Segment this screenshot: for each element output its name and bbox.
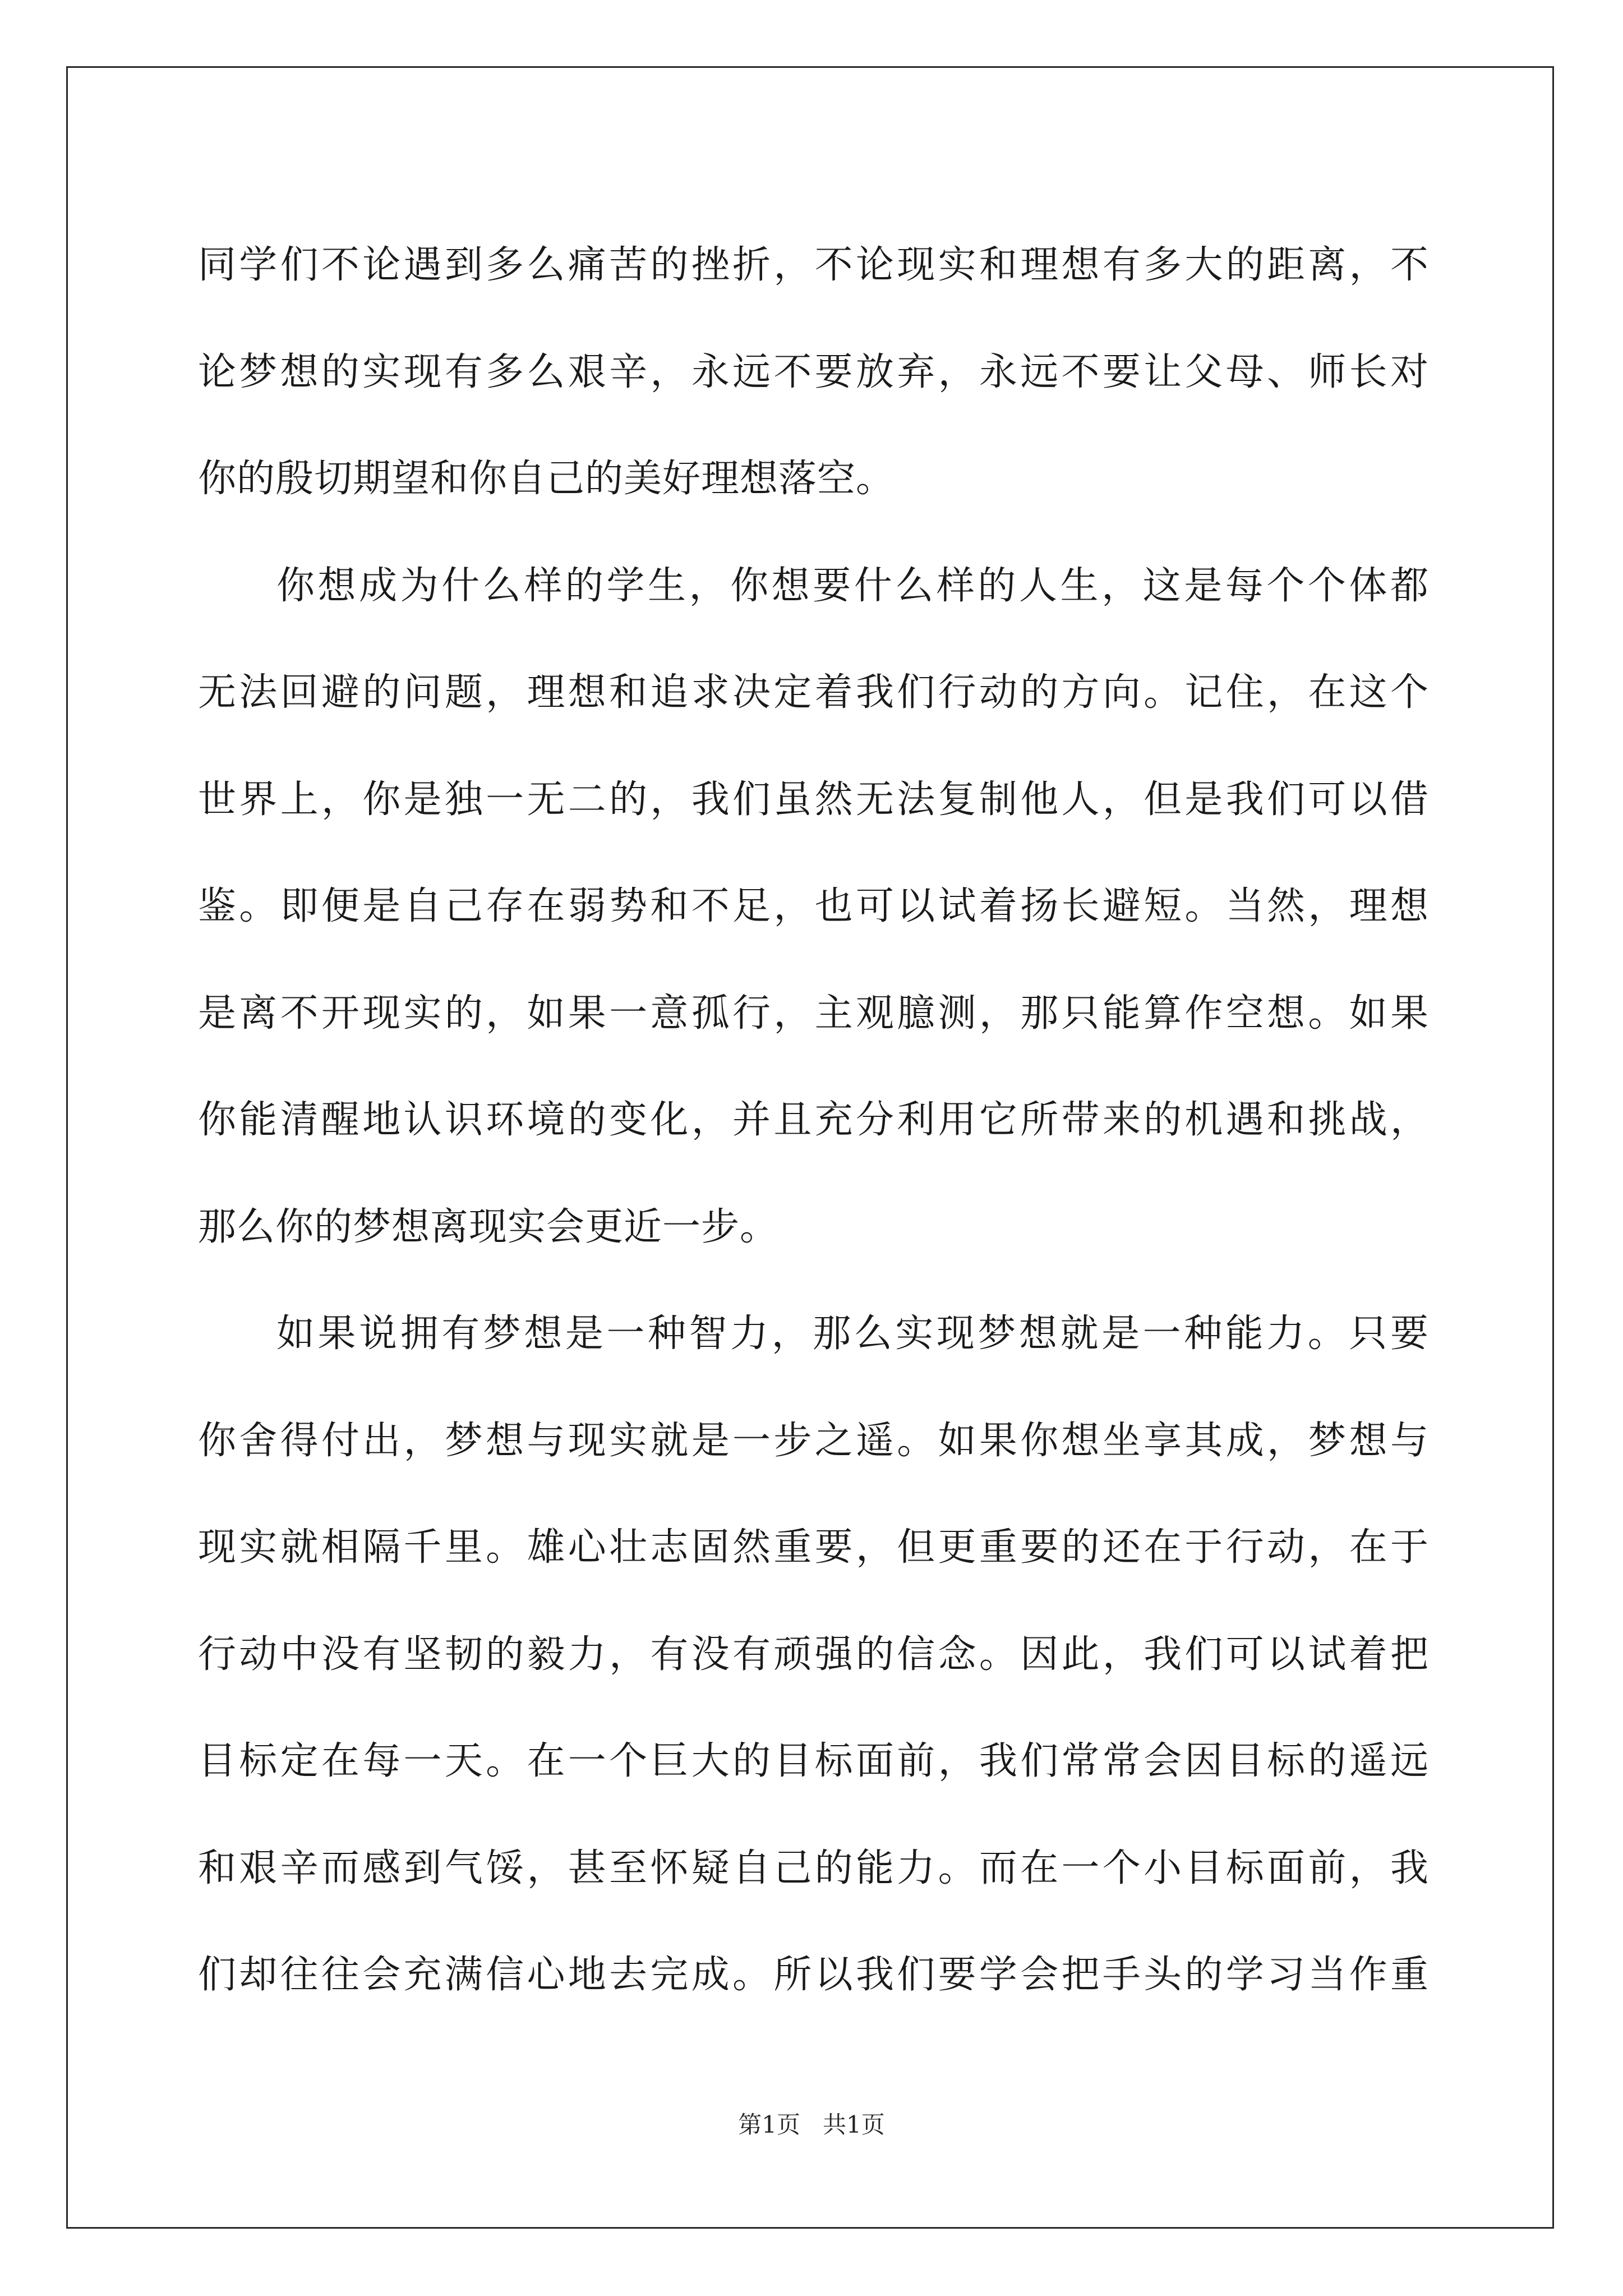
paragraph-line: 你舍得付出，梦想与现实就是一步之遥。如果你想坐享其成，梦想与 [198,1418,1429,1463]
paragraph-line: 目标定在每一天。在一个巨大的目标面前，我们常常会因目标的遥远 [198,1739,1429,1783]
paragraph-line: 如果说拥有梦想是一种智力，那么实现梦想就是一种能力。只要 [276,1312,1429,1356]
paragraph-line: 现实就相隔千里。雄心壮志固然重要，但更重要的还在于行动，在于 [198,1525,1429,1570]
paragraph-line: 无法回避的问题，理想和追求决定着我们行动的方向。记住，在这个 [198,670,1429,715]
paragraph-line: 们却往往会充满信心地去完成。所以我们要学会把手头的学习当作重 [198,1953,1429,1997]
paragraph-line: 论梦想的实现有多么艰辛，永远不要放弃，永远不要让父母、师长对 [198,349,1429,394]
page-number-current: 第1页 [738,2111,800,2138]
paragraph-line: 那么你的梦想离现实会更近一步。 [198,1204,779,1249]
paragraph-line: 你的殷切期望和你自己的美好理想落空。 [198,457,895,501]
paragraph-line: 同学们不论遇到多么痛苦的挫折，不论现实和理想有多大的距离，不 [198,243,1429,287]
paragraph-line: 你能清醒地认识环境的变化，并且充分利用它所带来的机遇和挑战， [198,1098,1429,1142]
paragraph-line: 行动中没有坚韧的毅力，有没有顽强的信念。因此，我们可以试着把 [198,1632,1429,1677]
paragraph-line: 你想成为什么样的学生，你想要什么样的人生，这是每个个体都 [276,563,1429,608]
document-body [198,212,1429,2029]
paragraph-line: 和艰辛而感到气馁，甚至怀疑自己的能力。而在一个小目标面前，我 [198,1846,1429,1890]
paragraph-line: 是离不开现实的，如果一意孤行，主观臆测，那只能算作空想。如果 [198,991,1429,1036]
paragraph-line: 鉴。即便是自己存在弱势和不足，也可以试着扬长避短。当然，理想 [198,884,1429,928]
paragraph-line: 世界上，你是独一无二的，我们虽然无法复制他人，但是我们可以借 [198,777,1429,822]
page-footer [0,2106,1623,2140]
page-number-total: 共1页 [823,2111,885,2138]
